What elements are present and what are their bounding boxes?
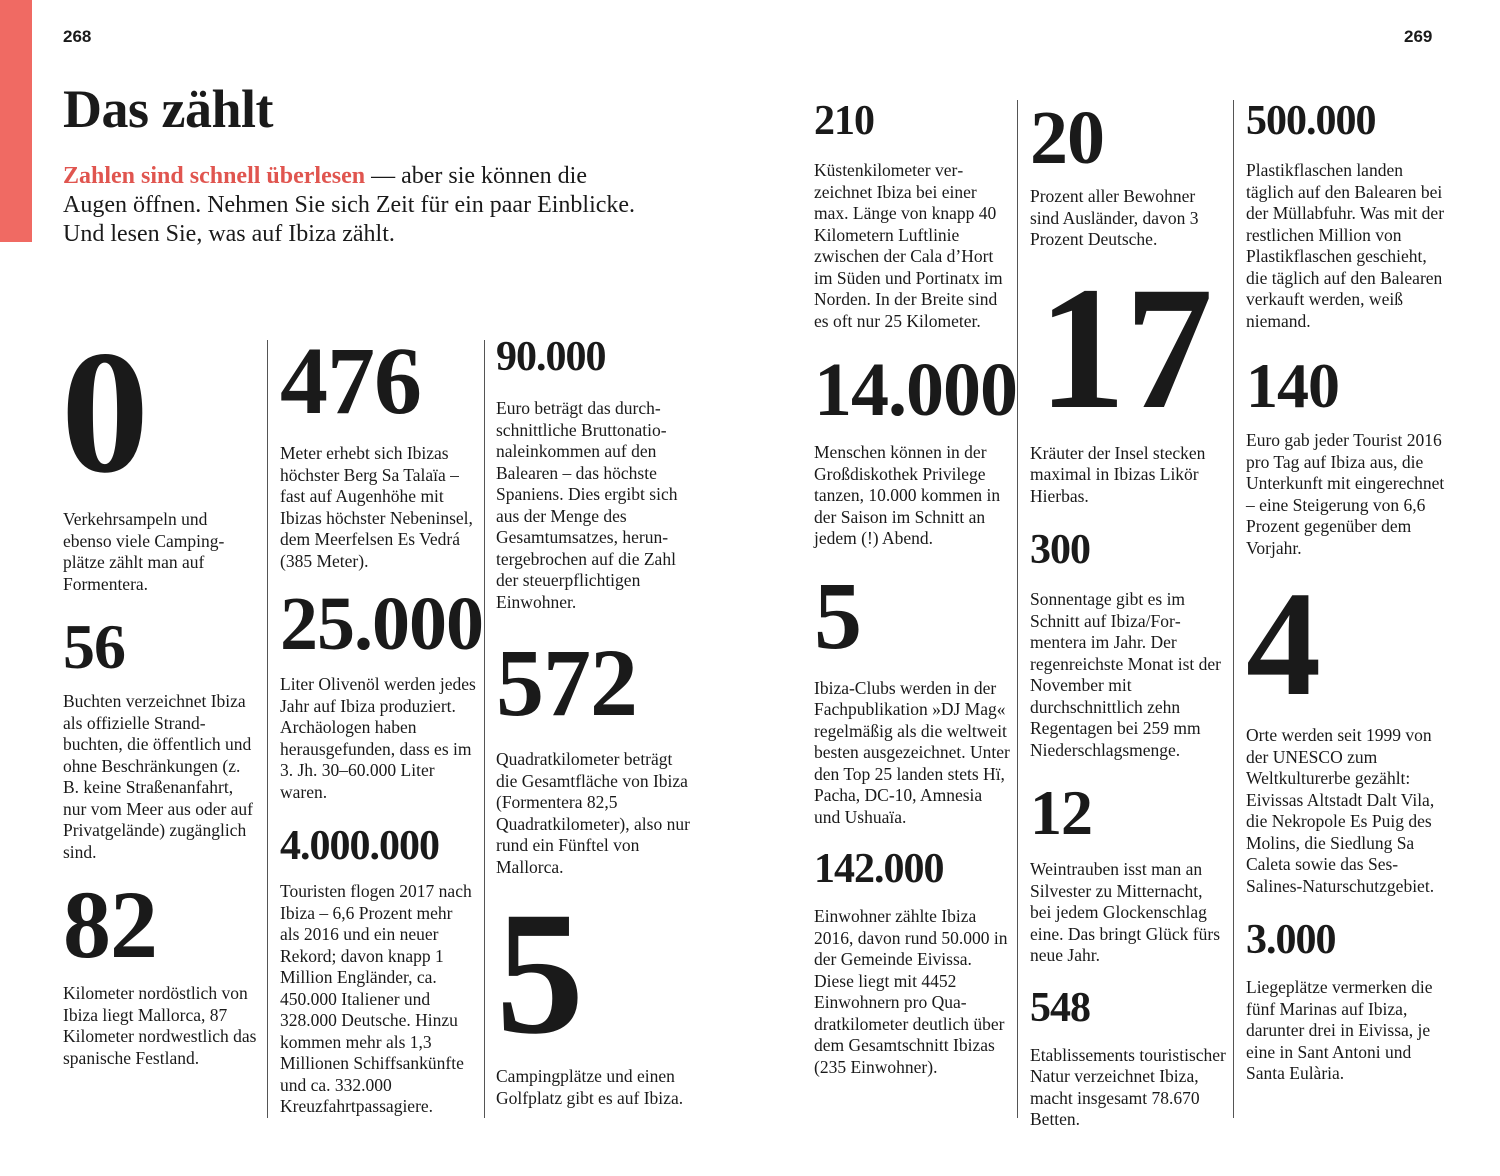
page-number-left: 268 <box>63 27 92 46</box>
fact-14000 <box>814 348 1017 550</box>
fact-text: Touristen flogen 2017 nach Ibiza – 6,6 Prozent mehr als 2016 und ein neuer Rekord; davon knapp 1 Million Engländer, ca. 450.000 Italiener und 328.000 Deutsche. Hinzu kommen mehr als 1,3 Millionen Schiffsankünfte und ca. 332.000 Kreuzfahrtpassagiere. <box>280 881 472 1116</box>
accent-bar <box>0 0 32 242</box>
fact-text: Plastikflaschen landen täglich auf den Balearen bei der Müllabfuhr. Was mit der restlichen Million von Plastikflaschen geschieht, die täglich auf den Balearen verkauft werden, weiß niemand. <box>1246 160 1445 331</box>
fact-text: Kilometer nordöstlich von Ibiza liegt Mallorca, 87 Kilometer nordwestlich das spanische Festland. <box>63 983 257 1068</box>
fact-text: Menschen können in der Großdiskothek Privilege tanzen, 10.000 kommen in der Saison im Schnitt an jedem (!) Abend. <box>814 442 1001 548</box>
fact-140 <box>1246 350 1446 559</box>
fact-number: 90.000 <box>496 334 606 380</box>
column-2 <box>280 327 483 1118</box>
fact-572 <box>496 629 692 878</box>
fact-5-camping <box>496 876 692 1109</box>
page-number-right: 269 <box>1404 27 1433 46</box>
fact-number: 140 <box>1246 350 1339 421</box>
fact-0 <box>61 315 258 595</box>
fact-number: 142.000 <box>814 846 944 892</box>
fact-3000 <box>1246 919 1446 1085</box>
fact-text: Euro beträgt das durchschnittliche Bruttonationaleinkommen auf den Balearen – das höchste Spaniens. Dies ergibt sich aus der Menge des Gesamtumsatzes, heruntergebrochen auf die Zahl der steuerpflichtigen Einwohner. <box>496 398 678 612</box>
fact-number: 17 <box>1038 250 1212 446</box>
fact-number: 0 <box>61 315 148 510</box>
fact-90000 <box>496 336 692 613</box>
fact-text: Meter erhebt sich Ibizas höchster Berg Sa Talaïa – fast auf Augenhöhe mit Ibizas höchster Nebeninsel, dem Meerfelsen Es Vedrá (385 Meter). <box>280 443 473 571</box>
fact-text: Liegeplätze vermerken die fünf Marinas auf Ibiza, darunter drei in Eivissa, je eine in Sant Antoni und Santa Eulària. <box>1246 977 1433 1083</box>
fact-number: 20 <box>1030 96 1104 180</box>
fact-number: 82 <box>63 871 157 978</box>
fact-number: 548 <box>1030 984 1090 1031</box>
fact-548 <box>1030 984 1226 1131</box>
fact-number: 5 <box>496 876 583 1071</box>
fact-number: 14.000 <box>814 348 1017 432</box>
column-5 <box>1030 96 1226 1131</box>
column-divider-2 <box>484 340 485 1118</box>
fact-number: 3.000 <box>1246 917 1336 963</box>
column-3 <box>496 336 692 1109</box>
fact-number: 4 <box>1246 561 1320 727</box>
fact-25000 <box>280 582 483 803</box>
fact-17 <box>1030 250 1226 508</box>
fact-4000000 <box>280 825 476 1118</box>
fact-number: 5 <box>814 561 861 669</box>
fact-number: 300 <box>1030 527 1090 573</box>
fact-5-clubs <box>814 561 1010 829</box>
fact-12 <box>1030 777 1226 967</box>
fact-text: Ibiza-Clubs werden in der Fachpublikation »DJ Mag« regelmäßig als die weltweit besten ausgezeichnet. Unter den Top 25 landen stets Hï, Pacha, DC-10, Amnesia und Ushuaïa. <box>814 677 1010 827</box>
column-4 <box>814 98 1017 1078</box>
fact-text: Weintrauben isst man an Silvester zu Mitternacht, bei jedem Glockenschlag eine. Das bringt Glück fürs neue Jahr. <box>1030 859 1221 965</box>
fact-476 <box>280 327 476 572</box>
fact-56 <box>63 611 258 863</box>
fact-82 <box>63 871 258 1069</box>
intro-line-1: — aber sie können die <box>365 163 587 189</box>
fact-number: 4.000.000 <box>280 823 439 869</box>
fact-20 <box>1030 96 1226 251</box>
fact-text: Liter Olivenöl werden jedes Jahr auf Ibiza produziert. Archäologen haben herausgefunden, dass es im 3. Jh. 30–60.000 Liter waren. <box>280 674 476 802</box>
fact-500000 <box>1246 100 1446 332</box>
fact-number: 25.000 <box>280 582 483 666</box>
page-title: Das zählt <box>63 79 273 139</box>
fact-number: 500.000 <box>1246 98 1376 144</box>
fact-text: Buchten verzeichnet Ibiza als offizielle Strandbuchten, die öffentlich und ohne Beschränkungen (z. B. keine Straßenanfahrt, nur vom Meer aus oder auf Privatgelände) zugänglich sind. <box>63 691 254 862</box>
column-6 <box>1246 100 1446 1085</box>
fact-4 <box>1246 561 1446 897</box>
fact-142000 <box>814 848 1010 1078</box>
intro-paragraph <box>63 162 683 249</box>
fact-text: Orte werden seit 1999 von der UNESCO zum Weltkulturerbe gezählt: Eivissas Altstadt Dalt Vila, die Nekropole Es Puig des Molins, die Siedlung Sa Caleta sowie das Ses-Salines-Naturschutzgebiet. <box>1246 725 1435 896</box>
column-divider-1 <box>267 340 268 1118</box>
fact-number: 476 <box>280 327 421 434</box>
fact-number: 210 <box>814 98 874 144</box>
fact-text: Etablissements touristischer Natur verzeichnet Ibiza, macht insgesamt 78.670 Betten. <box>1030 1044 1226 1129</box>
fact-text: Quadratkilometer beträgt die Gesamtfläche von Ibiza (Formentera 82,5 Quadratkilometer), also nur rund ein Fünftel von Mallorca. <box>496 749 690 877</box>
fact-text: Campingplätze und einen Golfplatz gibt es auf Ibiza. <box>496 1066 684 1108</box>
fact-210 <box>814 100 1010 332</box>
fact-number: 56 <box>63 611 125 682</box>
intro-line-3: Und lesen Sie, was auf Ibiza zählt. <box>63 221 395 247</box>
fact-text: Prozent aller Bewohner sind Ausländer, davon 3 Prozent Deutsche. <box>1030 186 1199 249</box>
fact-number: 12 <box>1030 777 1092 848</box>
intro-line-2: Augen öffnen. Nehmen Sie sich Zeit für ein paar Einblicke. <box>63 192 636 218</box>
intro-highlight: Zahlen sind schnell überlesen <box>63 163 366 189</box>
fact-text: Kräuter der Insel stecken maximal in Ibizas Likör Hierbas. <box>1030 442 1206 506</box>
fact-text: Sonnentage gibt es im Schnitt auf Ibiza/Formentera im Jahr. Der regenreichste Monat ist der November mit durchschnittlich zehn Regentagen bei 259 mm Niederschlagsmenge. <box>1030 589 1221 760</box>
fact-number: 572 <box>496 629 637 736</box>
column-divider-4 <box>1233 100 1234 1118</box>
fact-text: Einwohner zählte Ibiza 2016, davon rund 50.000 in der Gemeinde Eivissa. Diese liegt mit 4452 Einwohnern pro Quadratkilometer deutlich über dem Gesamtschnitt Ibizas (235 Einwohner). <box>814 906 1008 1077</box>
column-1 <box>61 315 258 1069</box>
fact-text: Verkehrsampeln und ebenso viele Campingplätze zählt man auf Formentera. <box>63 509 225 594</box>
column-divider-3 <box>1017 100 1018 1118</box>
fact-300 <box>1030 529 1226 761</box>
fact-text: Euro gab jeder Tourist 2016 pro Tag auf Ibiza aus, die Unterkunft mit eingerechnet – eine Steigerung von 6,6 Prozent gegenüber dem Vorjahr. <box>1246 430 1445 558</box>
fact-text: Küstenkilometer verzeichnet Ibiza bei einer max. Länge von knapp 40 Kilometern Luftlinie zwischen der Cala d’Hort im Süden und Portinatx im Norden. In der Breite sind es oft nur 25 Kilometer. <box>814 160 1003 331</box>
